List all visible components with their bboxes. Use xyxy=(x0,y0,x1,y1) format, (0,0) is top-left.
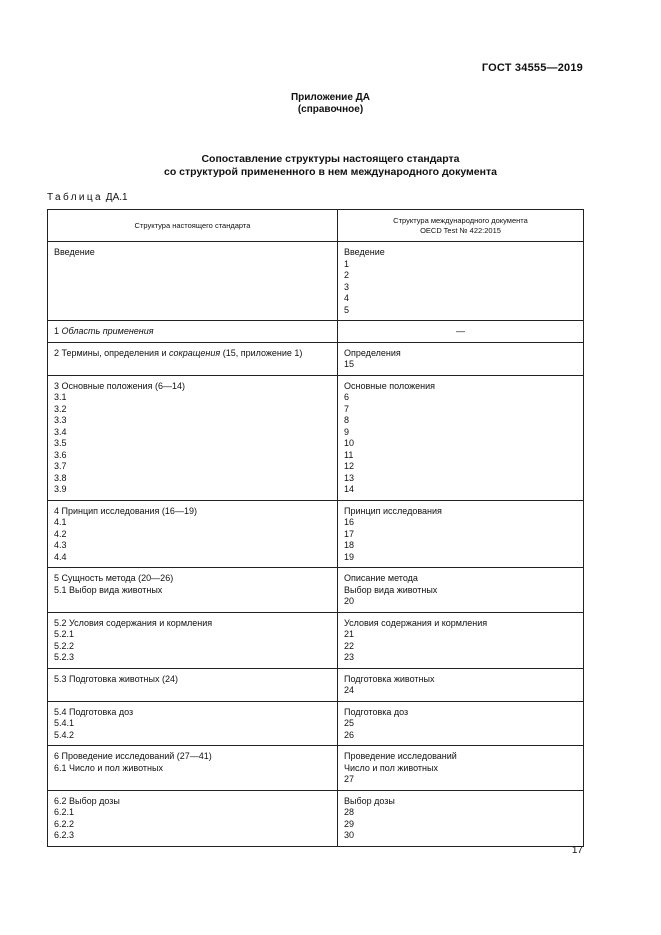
left-cell-line: 5.4 Подготовка доз xyxy=(54,706,134,717)
right-cell-line: Принцип исследования xyxy=(344,505,442,516)
right-cell-line: 11 xyxy=(344,449,354,460)
right-cell xyxy=(338,321,583,342)
left-cell xyxy=(48,746,337,778)
header-col-international-line-1: Структура международного документа xyxy=(393,215,528,225)
left-cell-line: 6 Проведение исследований (27—41) xyxy=(54,751,212,761)
right-cell-line: Выбор дозы xyxy=(344,795,395,806)
right-cell-line: 13 xyxy=(344,472,355,483)
right-cell-line: 22 xyxy=(344,640,355,651)
left-cell-line: 5.2 Условия содержания и кормления xyxy=(54,617,213,628)
right-cell xyxy=(338,702,583,746)
left-cell-line: 5.2.2 xyxy=(54,640,75,651)
left-cell xyxy=(48,791,337,846)
right-cell-line: 23 xyxy=(344,652,355,662)
right-cell-line: 24 xyxy=(344,685,355,695)
row-scope-number: 1 xyxy=(54,326,60,336)
left-cell-line: 3.6 xyxy=(54,449,67,460)
right-cell xyxy=(338,343,583,375)
right-cell-line: 17 xyxy=(344,528,355,539)
left-cell-line: 3.9 xyxy=(54,484,67,494)
left-cell-line: 3.3 xyxy=(54,415,67,425)
left-cell-line: 3.7 xyxy=(54,461,67,471)
table-caption xyxy=(47,192,128,203)
right-cell-line: 16 xyxy=(344,517,355,527)
right-cell-line: Описание метода xyxy=(344,573,418,583)
left-cell xyxy=(48,242,337,263)
left-cell-line: 6.1 Число и пол животных xyxy=(54,762,163,773)
left-cell-line: 4.3 xyxy=(54,540,67,550)
left-cell xyxy=(48,568,337,600)
right-cell-line: Подготовка животных xyxy=(344,673,435,684)
table-caption-number: ДА.1 xyxy=(105,192,128,203)
right-cell-line: 28 xyxy=(344,807,355,817)
table-header-row xyxy=(48,210,584,242)
header-col-international xyxy=(338,210,584,242)
right-cell-line: 27 xyxy=(344,774,355,784)
left-cell-line: 5 Сущность метода (20—26) xyxy=(54,573,174,583)
table-row xyxy=(48,242,584,321)
left-cell-line: 3.1 xyxy=(54,392,67,402)
left-cell-line: 5.2.3 xyxy=(54,652,75,662)
right-cell-line: 29 xyxy=(344,818,355,829)
right-cell-line: 4 xyxy=(344,293,350,303)
left-cell-line: 3.4 xyxy=(54,426,67,437)
left-cell-line: 4.4 xyxy=(54,551,67,562)
right-cell-line: 2 xyxy=(344,270,350,280)
right-cell-line: 26 xyxy=(344,729,355,740)
left-cell xyxy=(48,669,337,690)
comparison-table xyxy=(47,209,584,847)
right-cell-line: 12 xyxy=(344,461,355,471)
left-cell-line: 5.4.2 xyxy=(54,729,75,740)
row-terms-italic: сокращения xyxy=(169,347,221,358)
left-cell-line: 4.1 xyxy=(54,517,67,527)
document-code: ГОСТ 34555—2019 xyxy=(481,62,583,74)
right-cell xyxy=(338,746,583,790)
left-cell-line: 4.2 xyxy=(54,528,67,539)
right-cell-line: 6 xyxy=(344,392,350,402)
left-cell-line: 3.5 xyxy=(54,438,67,448)
table-row xyxy=(48,342,584,375)
right-cell xyxy=(338,501,583,568)
right-cell-line: 9 xyxy=(344,426,350,437)
left-cell-line: 5.1 Выбор вида животных xyxy=(54,584,163,595)
right-cell-line: Основные положения xyxy=(344,380,436,391)
right-cell-line: 10 xyxy=(344,438,355,448)
right-cell-line: 14 xyxy=(344,484,355,494)
left-cell-line: 3.2 xyxy=(54,403,67,414)
right-cell xyxy=(338,613,583,668)
right-cell xyxy=(338,669,583,701)
right-cell-line: 5 xyxy=(344,304,350,315)
row-terms-tail: (15, приложение 1) xyxy=(222,347,303,358)
left-cell-line: 3.8 xyxy=(54,472,67,483)
header-col-international-line-2: OECD Test № 422:2015 xyxy=(420,225,501,235)
appendix-subtitle: (справочное) xyxy=(297,104,364,115)
right-cell-line: 18 xyxy=(344,540,355,550)
table-row xyxy=(48,668,584,701)
right-cell xyxy=(338,568,583,612)
right-cell-line: 15 xyxy=(344,359,355,369)
table-row xyxy=(48,790,584,846)
right-cell xyxy=(338,791,583,846)
right-cell-line: 20 xyxy=(344,596,355,606)
right-cell xyxy=(338,376,583,500)
appendix-title: Приложение ДА xyxy=(290,92,371,103)
page-number: 17 xyxy=(571,845,583,856)
right-cell-line: 8 xyxy=(344,415,350,425)
right-cell-line: 1 xyxy=(344,258,350,269)
left-cell xyxy=(48,376,337,500)
appendix-heading xyxy=(0,92,661,116)
left-cell-line: 6.2 Выбор дозы xyxy=(54,795,120,806)
section-title xyxy=(0,153,661,179)
right-cell-line: Подготовка доз xyxy=(344,706,409,717)
right-cell-line: Число и пол животных xyxy=(344,762,438,773)
table-row xyxy=(48,321,584,343)
right-cell-line: Определения xyxy=(344,347,401,358)
left-cell xyxy=(48,343,337,364)
left-cell-line: 3 Основные положения (6—14) xyxy=(54,380,186,391)
row-scope-title: Область применения xyxy=(61,326,154,336)
table-row xyxy=(48,500,584,568)
right-cell-line: 7 xyxy=(344,403,350,414)
right-cell-line: 21 xyxy=(344,629,355,639)
right-cell-line: Проведение исследований xyxy=(344,751,457,761)
row-terms-plain: 2 Термины, определения и xyxy=(54,347,167,358)
left-cell xyxy=(48,321,337,342)
left-cell-line: 5.4.1 xyxy=(54,718,75,728)
left-cell-line: 4 Принцип исследования (16—19) xyxy=(54,505,197,516)
left-cell xyxy=(48,501,337,568)
left-cell-line: 5.2.1 xyxy=(54,629,75,639)
section-title-line-1: Сопоставление структуры настоящего стандарта xyxy=(201,153,460,165)
left-cell xyxy=(48,702,337,746)
table-row xyxy=(48,612,584,668)
left-cell-line: Введение xyxy=(54,247,95,257)
right-cell-line: Введение xyxy=(344,247,385,257)
table-row xyxy=(48,568,584,613)
right-cell-line: 25 xyxy=(344,718,355,728)
left-cell xyxy=(48,613,337,668)
right-cell-line: 3 xyxy=(344,281,350,292)
header-col-standard: Структура настоящего стандарта xyxy=(48,210,338,242)
left-cell-line: 6.2.3 xyxy=(54,830,75,840)
table-row xyxy=(48,746,584,791)
table-row xyxy=(48,375,584,500)
left-cell-line: 6.2.2 xyxy=(54,818,75,829)
section-title-line-2: со структурой примененного в нем международного документа xyxy=(164,166,497,178)
table-caption-prefix: Таблица xyxy=(47,192,104,203)
right-cell xyxy=(338,242,583,320)
right-cell-line: Условия содержания и кормления xyxy=(344,617,488,628)
left-cell-line: 5.3 Подготовка животных (24) xyxy=(54,673,178,684)
table-row xyxy=(48,701,584,746)
right-cell-line: 19 xyxy=(344,551,355,562)
right-cell-line: 30 xyxy=(344,830,355,840)
left-cell-line: 6.2.1 xyxy=(54,807,75,817)
empty-dash: — xyxy=(456,326,465,336)
right-cell-line: Выбор вида животных xyxy=(344,584,438,595)
